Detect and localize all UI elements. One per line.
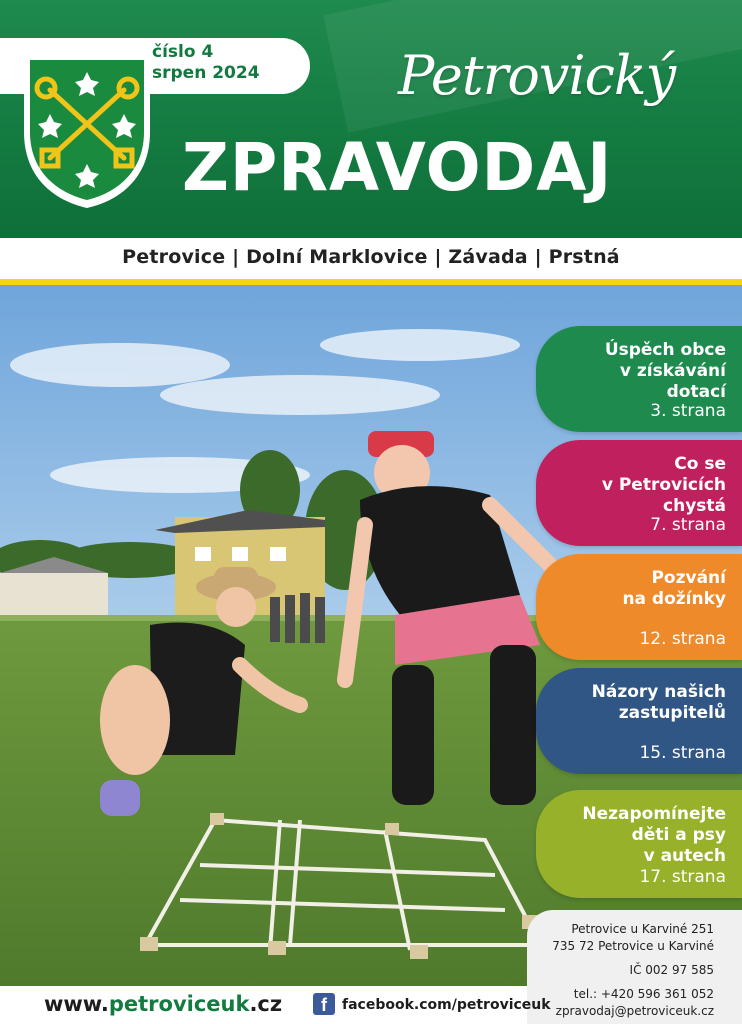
coat-of-arms-icon	[20, 50, 154, 212]
locations-text: Petrovice | Dolní Marklovice | Závada | Prstná	[122, 246, 620, 268]
address-line-2: 735 72 Petrovice u Karviné	[552, 939, 714, 953]
issue-number: číslo 4	[152, 42, 214, 62]
teaser-card-4[interactable]	[536, 668, 742, 774]
web-domain: petroviceuk	[108, 992, 250, 1016]
teaser-page: 12. strana	[639, 629, 726, 649]
teaser-card-5[interactable]	[536, 790, 742, 898]
footer	[0, 986, 551, 1024]
title-script: Petrovický	[398, 44, 676, 107]
issue-date: srpen 2024	[152, 63, 260, 83]
web-prefix: www.	[44, 992, 109, 1016]
website-link[interactable]	[44, 992, 282, 1016]
teaser-title: Úspěch obce v získávání dotací	[604, 340, 726, 402]
teaser-card-3[interactable]	[536, 554, 742, 660]
company-id: IČ 002 97 585	[629, 963, 714, 977]
contact-card	[527, 910, 742, 1024]
teaser-page: 17. strana	[639, 867, 726, 887]
teaser-page: 3. strana	[650, 401, 726, 421]
teaser-title: Nezapomínejte děti a psy v autech	[582, 804, 726, 866]
teaser-title: Pozvání na dožínky	[622, 568, 726, 609]
address-line-1: Petrovice u Karviné 251	[571, 922, 714, 936]
phone-number[interactable]: tel.: +420 596 361 052	[573, 987, 714, 1001]
web-suffix: .cz	[249, 992, 283, 1016]
locations-bar	[0, 238, 742, 280]
teaser-card-1[interactable]	[536, 326, 742, 432]
teaser-title: Názory našich zastupitelů	[591, 682, 726, 723]
email-address[interactable]: zpravodaj@petroviceuk.cz	[555, 1004, 714, 1018]
title-main: ZPRAVODAJ	[182, 129, 613, 206]
masthead	[0, 0, 742, 238]
facebook-icon[interactable]: f	[313, 993, 335, 1015]
teaser-card-2[interactable]	[536, 440, 742, 546]
issue-info	[152, 42, 260, 84]
teaser-page: 15. strana	[639, 743, 726, 763]
teaser-page: 7. strana	[650, 515, 726, 535]
facebook-link[interactable]: facebook.com/petroviceuk	[342, 997, 551, 1013]
teaser-title: Co se v Petrovicích chystá	[601, 454, 726, 516]
